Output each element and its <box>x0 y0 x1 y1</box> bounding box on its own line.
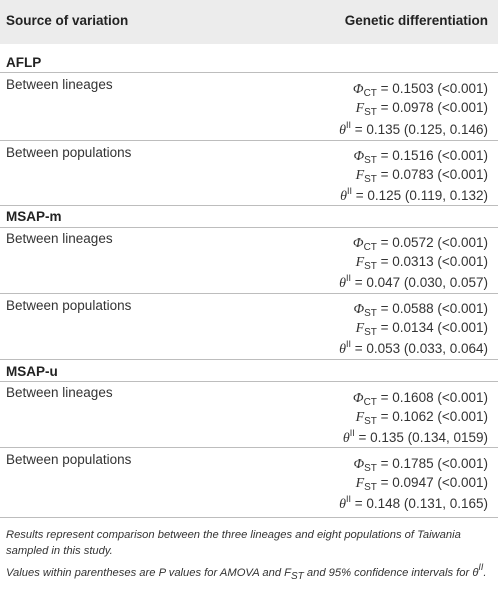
divider <box>0 517 498 518</box>
row-label: Between lineages <box>6 231 113 246</box>
theta-stat: $\theta^{II} = 0.148$ (0.131, 0.165) <box>339 494 488 512</box>
row-label: Between lineages <box>6 385 113 400</box>
phi-stat: $\Phi_{CT} = 0.0572$ (<0.001) <box>352 235 488 253</box>
divider <box>0 72 498 73</box>
section-title-msap-u: MSAP-u <box>6 364 58 379</box>
theta-stat: $\theta^{II} = 0.053$ (0.033, 0.064) <box>339 339 488 357</box>
divider <box>0 359 498 360</box>
section-title-msap-m: MSAP-m <box>6 209 62 224</box>
theta-stat: $\theta^{II} = 0.047$ (0.030, 0.057) <box>339 273 488 291</box>
footnote-results: Results represent comparison between the three lineages and eight populations of Taiwania sampled in this study. <box>6 529 461 557</box>
section-title-aflp: AFLP <box>6 55 42 70</box>
f-stat: $F_{ST} = 0.1062$ (<0.001) <box>355 409 488 427</box>
theta-stat: $\theta^{II} = 0.125$ (0.119, 0.132) <box>340 186 488 204</box>
divider <box>0 227 498 228</box>
f-stat: $F_{ST} = 0.0947$ (<0.001) <box>355 475 488 493</box>
divider <box>0 447 498 448</box>
row-label: Between populations <box>6 145 132 160</box>
phi-stat: $\Phi_{CT} = 0.1608$ (<0.001) <box>352 390 488 408</box>
f-stat: $F_{ST} = 0.0134$ (<0.001) <box>355 320 488 338</box>
theta-stat: $\theta^{II} = 0.135$ (0.134, 0159) <box>342 428 488 446</box>
row-label: Between populations <box>6 452 132 467</box>
f-stat: $F_{ST} = 0.0783$ (<0.001) <box>355 167 488 185</box>
column-header-source: Source of variation <box>6 13 129 28</box>
footnote-values: Values within parentheses are P values for AMOVA and FST and 95% confidence intervals for $\theta^{II}$. <box>6 562 487 582</box>
divider <box>0 205 498 206</box>
divider <box>0 140 498 141</box>
divider <box>0 293 498 294</box>
table-footnotes <box>6 527 494 585</box>
row-label: Between lineages <box>6 77 113 92</box>
row-label: Between populations <box>6 298 132 313</box>
f-stat: $F_{ST} = 0.0978$ (<0.001) <box>355 100 488 118</box>
column-header-differentiation: Genetic differentiation <box>344 13 488 28</box>
table-header-bar <box>0 0 498 44</box>
divider <box>0 381 498 382</box>
f-stat: $F_{ST} = 0.0313$ (<0.001) <box>355 254 488 272</box>
phi-stat: $\Phi_{ST} = 0.1516$ (<0.001) <box>353 148 488 166</box>
phi-stat: $\Phi_{ST} = 0.1785$ (<0.001) <box>353 456 488 474</box>
phi-stat: $\Phi_{CT} = 0.1503$ (<0.001) <box>352 81 488 99</box>
phi-stat: $\Phi_{ST} = 0.0588$ (<0.001) <box>353 301 488 319</box>
theta-stat: $\theta^{II} = 0.135$ (0.125, 0.146) <box>339 120 488 138</box>
